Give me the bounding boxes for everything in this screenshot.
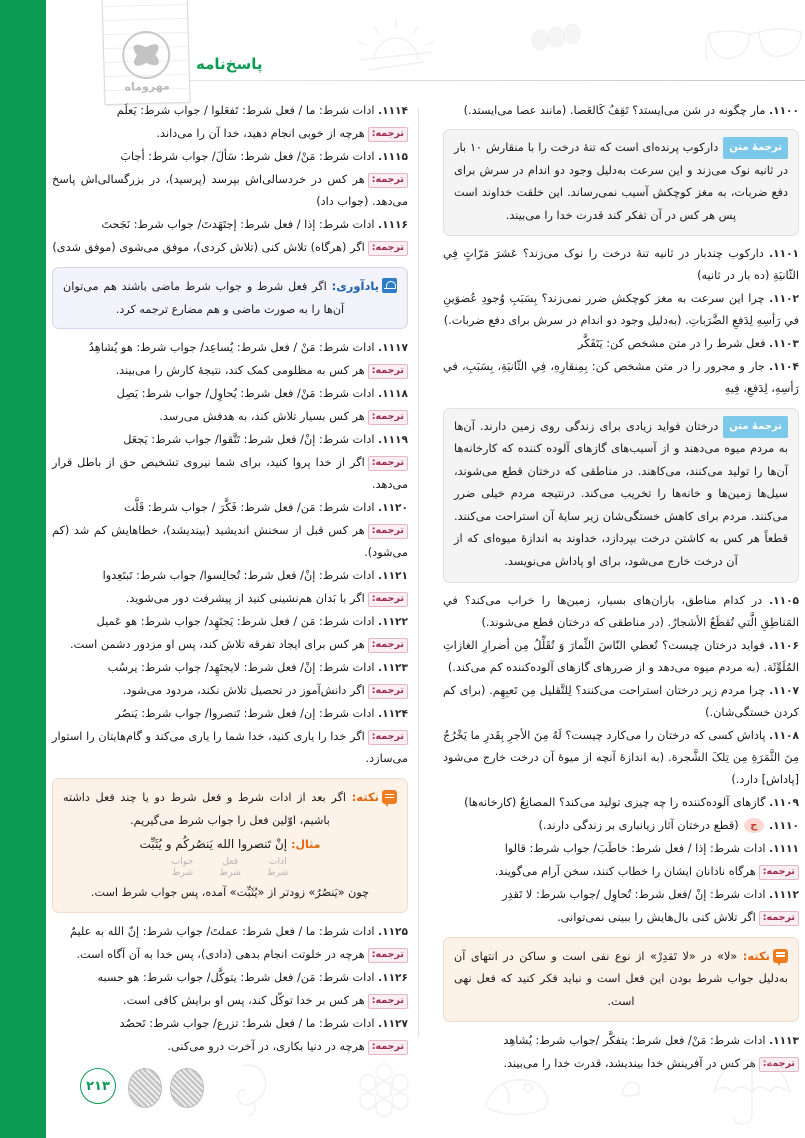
question-answer-line: [443, 333, 799, 355]
translation-badge: ترجمه:: [368, 994, 408, 1009]
item-text: ادات شرط: مَن/ فعل شرط: فَکَّرَ / جواب شرط: قَلَّت: [124, 501, 375, 515]
diagram-tag: [219, 856, 241, 879]
translation-text: هر کس برای ایجاد تفرقه تلاش کند، پس او مزدور دشمن است.: [69, 638, 365, 652]
right-column: [437, 100, 805, 1071]
reminder-text: اگر فعل شرط و جواب شرط ماضی باشند هم می‌توان آن‌ها را به صورت ماضی و هم مضارع ترجمه کرد.: [63, 280, 345, 316]
item-text: ادات شرط: ما / فعل شرط: عملتَ/ جواب شرط: إنّ الله به علیمٌ: [69, 925, 375, 939]
translation-text: هر کس به مظلومی کمک کند، نتیجهٔ کارش را می‌بیند.: [115, 363, 365, 377]
translation-line: [52, 944, 408, 966]
question-answer-line: [52, 703, 408, 725]
item-number: ۱۱۰۸.: [769, 729, 799, 742]
item-number: ۱۱۰۳.: [769, 338, 799, 351]
item-text: ادات شرط: ما / فعل شرط: تَفعَلوا / جواب شرط: یَعلَم: [116, 104, 375, 117]
item-number: ۱۱۱۵.: [378, 151, 408, 164]
item-number: ۱۱۰۱.: [769, 248, 800, 261]
item-number: ۱۱۱۱.: [769, 842, 799, 855]
translation-text: اگر (هرگاه) تلاش کنی (تلاش کردی)، موفق می‌شوی (موفق شدی): [52, 241, 365, 255]
note-box: [443, 937, 799, 1022]
example-label: مثال:: [291, 838, 321, 852]
column-divider: [418, 108, 419, 1038]
item-number: ۱۱۰۲.: [769, 293, 800, 306]
note-text: «لا» در «لا تَقدِرْ» از نوع نفی است و ساکن در انتهای آن به‌دلیل جواب شرط بودن این فعل است و نباید فکر کنید که فعل نهی است.: [454, 949, 788, 1008]
question-answer-line: [52, 429, 408, 451]
bird-icon: [476, 1064, 556, 1122]
question-answer-line: [52, 214, 408, 236]
text-translation-content: دارکوب پرنده‌ای است که تنهٔ درخت را با منقارش ۱۰ بار در ثانیه نوک می‌زند و این سرعت به‌دلیل وجود دو اندام در سرش برای دفع ضربات، به مغز کوچکش آسیب نمی‌رساند. این خلقت خداوند است پس هر کس در آن تفکر کند قدرت خدا را می‌بیند.: [454, 141, 788, 222]
translation-line: [52, 634, 408, 656]
item-number: ۱۱۰۴.: [769, 361, 799, 374]
question-answer-line: [52, 1013, 408, 1035]
text-translation-badge: ترجمهٔ متن: [723, 416, 788, 438]
small-flame-icon: [616, 1076, 646, 1104]
item-number: ۱۱۱۰.: [769, 819, 799, 832]
translation-text: اگر با بَدان هم‌نشینی کنید از پیشرفت دور می‌شوید.: [125, 592, 365, 606]
item-number: ۱۱۲۵.: [378, 926, 408, 939]
item-text: (قطع درختان آثار زیانباری بر زندگی دارند.): [538, 818, 739, 832]
note-with-example-box: [52, 778, 408, 913]
example-line: [63, 834, 397, 855]
translation-badge: ترجمه:: [368, 730, 408, 745]
diagram-tag-line2: شرط: [266, 867, 289, 879]
content-columns: [46, 100, 805, 1071]
item-number: ۱۱۰۷.: [769, 684, 800, 697]
note-body: [454, 945, 788, 1013]
item-text: ادات شرط: مَن / فعل شرط: یَجتَهِد/ جواب شرط: هو عَمیل: [96, 615, 375, 629]
item-number: ۱۱۱۶.: [378, 219, 408, 232]
question-answer-line: [52, 921, 408, 943]
question-answer-line: [443, 288, 799, 332]
translation-line: [52, 123, 408, 145]
translation-badge: ترجمه:: [759, 1057, 799, 1072]
translation-line: [52, 237, 408, 259]
item-text: فواید درختان چیست؟ تُعطي النّاسَ الثِّمارَ وَ تُقَلِّلُ مِن أضرارِ الغازاتِ المُلَوِّثَة. (به مردم میوه می‌دهد و از ضررهای گازهای آلوده‌کننده کم می‌کند.): [443, 638, 799, 674]
note-body: [63, 786, 397, 832]
item-text: ادات شرط: إنْ /فعل شرط: تُحاوِل /جواب شرط: لا تَقدِر: [502, 887, 766, 901]
question-answer-line: [52, 967, 408, 989]
translation-line: [52, 726, 408, 770]
translation-badge: ترجمه:: [368, 173, 408, 188]
item-number: ۱۱۲۷.: [378, 1018, 408, 1031]
item-text: ادات شرط: مَنْ / فعل شرط: یُساعِد/ جواب شرط: هو یُشاهِدُ: [88, 340, 375, 354]
translation-text: اگر دانش‌آموز در تحصیل تلاش نکند، مردود می‌شود.: [122, 684, 365, 698]
item-text: چرا مردم زیر درختان استراحت می‌کنند؟ لِلتَّقلیل مِن تَعبِهِم. (برای کم کردن خستگی‌شان.): [443, 683, 799, 719]
question-answer-line: [443, 356, 799, 400]
item-text: ادات شرط: مَن/ فعل شرط: یتوکَّل/ جواب شرط: هو حسبه: [97, 971, 375, 985]
question-answer-line: [52, 657, 408, 679]
diagram-tag-line1: فعل: [222, 855, 239, 867]
example-sentence: إنْ تَنصروا الله یَنصُرکُم و یُثَبِّت: [139, 837, 288, 852]
left-green-spine: [0, 0, 46, 1138]
question-answer-line: [52, 611, 408, 633]
hook-icon: [226, 1058, 286, 1124]
item-number: ۱۱۱۴.: [378, 105, 408, 117]
question-answer-line: [52, 565, 408, 587]
item-text: ادات شرط: مَنْ/ فعل شرط: سَألَ/ جواب شرط: أجابَ: [120, 150, 375, 164]
answer-choice-pill: ج: [744, 818, 763, 833]
translation-text: هر کس قبل از سخنش اندیشید (بیندیشد)، خطاهایش کم شد (کم می‌شود).: [52, 524, 408, 560]
translation-text: هر کس بر خدا توکّل کند، پس او برایش کافی است.: [123, 994, 365, 1008]
translation-line: [52, 406, 408, 428]
translation-line: [52, 588, 408, 610]
pebble-decoration-1: [128, 1068, 162, 1108]
translation-text: هر کس بسیار تلاش کند، به هدفش می‌رسد.: [159, 409, 365, 423]
translation-text: هر کس در آفرینش خدا بیندیشد، قدرت خدا را می‌بیند.: [503, 1057, 756, 1071]
item-text: گازهای آلوده‌کننده را چه چیزی تولید می‌کند؟ المصانِعُ (کارخانه‌ها): [464, 795, 766, 809]
item-number: ۱۱۲۱.: [378, 570, 408, 583]
item-number: ۱۱۲۰.: [378, 502, 408, 515]
text-translation-body: [454, 416, 788, 574]
translation-badge: ترجمه:: [368, 241, 408, 256]
question-answer-line: [52, 100, 408, 122]
item-number: ۱۱۲۳.: [378, 662, 408, 675]
item-number: ۱۱۰۰.: [769, 105, 799, 117]
question-answer-line: [52, 146, 408, 168]
pebble-decoration-2: [170, 1068, 204, 1108]
translation-badge: ترجمه:: [368, 456, 408, 471]
item-text: ادات شرط: مَنْ/ فعل شرط: یُحاوِل/ جواب شرط: یَصِل: [116, 386, 375, 400]
translation-badge: ترجمه:: [368, 592, 408, 607]
item-text: دارکوب چندبار در ثانیه تنهٔ درخت را نوک می‌زند؟ عَشرَ مَرّاتٍ فِي الثّانیَةِ (ده بار در ثانیه): [443, 247, 799, 283]
question-answer-line: [443, 680, 799, 724]
diagram-tag: [172, 856, 194, 879]
translation-badge: ترجمه:: [368, 364, 408, 379]
question-answer-line: [52, 497, 408, 519]
translation-text: اگر از خدا پروا کنید، برای شما نیروی تشخیص حق از باطل قرار می‌دهد.: [52, 456, 408, 492]
example-diagram-tags: [63, 856, 397, 879]
page-header: [46, 0, 805, 92]
question-answer-line: [443, 100, 799, 122]
page-number: ۲۱۳: [80, 1068, 116, 1104]
publisher-logo-card: [101, 0, 190, 105]
item-number: ۱۱۱۹.: [378, 433, 408, 446]
question-answer-line: [443, 838, 799, 860]
translation-line: [52, 680, 408, 702]
question-answer-line: [52, 337, 408, 359]
flower-pattern-icon: [346, 1058, 422, 1124]
item-number: ۱۱۰۵.: [769, 594, 800, 607]
question-answer-line: [52, 383, 408, 405]
translation-badge: ترجمه:: [368, 127, 408, 142]
diagram-tag-line2: شرط: [171, 867, 194, 879]
sunrise-icon: [346, 12, 466, 78]
note-label: نکته:: [742, 948, 770, 963]
translation-line: [52, 452, 408, 496]
question-answer-line-with-choice: [443, 815, 799, 837]
reminder-box: [52, 267, 408, 329]
item-text: ادات شرط: إذا / فعل شرط: خاطَبَ/ جواب شرط: قالوا: [504, 841, 766, 855]
item-text: چرا این سرعت به مغز کوچکش ضرر نمی‌زند؟ بِسَبَبِ وُجودِ عُضوَینِ في رَأسِهِ لِدَفعِ الضَّرَباتِ. (به‌دلیل وجود دو اندام در سرش برای دفع ضربات.): [443, 292, 799, 328]
speech-bubble-icon: [773, 949, 788, 963]
question-answer-line: [443, 792, 799, 814]
reminder-label: یادآوری:: [331, 279, 379, 294]
header-divider-rule: [106, 80, 805, 81]
reminder-body: [63, 275, 397, 321]
page-footer: [46, 1040, 805, 1138]
question-answer-line: [443, 884, 799, 906]
translation-text: هر کس در خردسالی‌اش بپرسد (پرسید)، در بزرگسالی‌اش پاسخ می‌دهد. (جواب داد): [52, 173, 408, 209]
item-number: ۱۱۱۲.: [769, 888, 799, 901]
question-answer-line: [443, 635, 799, 679]
item-text: ادات شرط: إنْ/ فعل شرط: لایجتَهِد/ جواب شرط: یرسُب: [107, 661, 375, 675]
translation-line: [52, 169, 408, 213]
translation-badge: ترجمه:: [368, 524, 408, 539]
translation-text: هرگاه نادانان ایشان را خطاب کنند، سخن آرام می‌گویند.: [494, 864, 756, 878]
diagram-tag-line1: جواب: [171, 855, 194, 867]
item-text: جار و مجرور را در متن مشخص کن: بِمِنقارِهِ، فِي الثّانیَةِ، بِسَبَبِ، في رَأسِهِ، لِدَفعِ، فِیهِ: [443, 360, 799, 396]
bell-icon: [382, 278, 397, 293]
translation-badge: ترجمه:: [368, 638, 408, 653]
item-number: ۱۱۲۶.: [378, 972, 408, 985]
text-translation-content: درختان فواید زیادی برای زندگی روی زمین دارند. آن‌ها به مردم میوه می‌دهند و از آسیب‌های گازهای آلوده کننده که کارخانه‌ها آن‌ها را تولید می‌کنند، می‌کاهند. در مناطقی که درختان قطع می‌شوند، سیل‌ها زمین‌ها و خانه‌ها را تخریب می‌کند. درنتیجه مردم خیلی ضرر می‌کنند. مردم برای کاهش خستگی‌شان زیر سایهٔ آن استراحت می‌کنند. قطعاً هر کس به کاشتن درخت بپردازد، خداوند به اندازهٔ میوه‌ای که از آن درخت خارج می‌شود، برای او پاداش می‌نویسد.: [454, 419, 788, 569]
item-text: ادات شرط: مَنْ/ فعل شرط: یتفکَّر /جواب شرط: یُشاهِد: [503, 1034, 766, 1048]
translation-text: هرچه در دنیا بکاری، در آخرت درو می‌کنی.: [167, 1040, 365, 1054]
text-translation-box: [443, 129, 799, 236]
diagram-tag: [267, 856, 289, 879]
item-text: ادات شرط: إنْ/ فعل شرط: تَتَّقوا/ جواب شرط: یَجعَل: [123, 432, 375, 446]
text-translation-body: [454, 137, 788, 227]
publisher-name: مهروماه: [124, 79, 170, 94]
translation-text: اگر خدا را یاری کنید، خدا شما را یاری می‌کند و گام‌هایتان را استوار می‌سازد.: [52, 730, 408, 766]
translation-badge: ترجمه:: [368, 410, 408, 425]
question-answer-line: [443, 725, 799, 791]
item-number: ۱۱۱۷.: [378, 341, 408, 354]
text-translation-box: [443, 408, 799, 583]
translation-line: [443, 861, 799, 883]
translation-line: [52, 520, 408, 564]
three-pebbles-icon: [529, 24, 585, 56]
translation-line: [443, 907, 799, 929]
item-text: ادات شرط: ما / فعل شرط: تزرع/ جواب شرط: تَحصُد: [119, 1017, 375, 1031]
item-text: ادات شرط: إذا / فعل شرط: إجتَهَدتَ/ جواب شرط: نَجَحتَ: [101, 218, 375, 232]
question-answer-line: [443, 590, 799, 634]
umbrella-icon: [706, 1052, 798, 1132]
item-text: ادات شرط: إن/ فعل شرط: تَنصروا/ جواب شرط: یَنصُر: [115, 707, 375, 721]
diagram-tag-line2: شرط: [219, 867, 241, 879]
translation-line: [52, 990, 408, 1012]
translation-text: هرچه در خلوتت انجام بدهی (دادی)، پس خدا به آن آگاه است.: [76, 948, 365, 962]
item-number: ۱۱۰۹.: [769, 796, 799, 809]
note-text: اگر بعد از ادات شرط و فعل شرط دو یا چند فعل داشته باشیم، اوّلین فعل را جواب شرط می‌گیریم.: [63, 791, 347, 827]
translation-badge: ترجمه:: [759, 911, 799, 926]
translation-badge: ترجمه:: [368, 948, 408, 963]
translation-text: هرچه از خوبی انجام دهید، خدا آن را می‌داند.: [156, 127, 365, 141]
note-label: نکته:: [351, 790, 379, 805]
text-translation-badge: ترجمهٔ متن: [723, 137, 788, 159]
translation-badge: ترجمه:: [368, 684, 408, 699]
question-answer-line: [443, 243, 799, 287]
diagram-tag-line1: ادات: [268, 855, 287, 867]
speech-bubble-icon: [382, 790, 397, 804]
translation-badge: ترجمه:: [368, 1040, 408, 1055]
page-title: پاسخ‌نامه: [196, 55, 263, 73]
item-text: در کدام مناطق، باران‌های بسیار، زمین‌ها را خراب می‌کند؟ في المَناطِقِ الَّتي تُقطَعُ الأشجارُ. (در مناطقی که درختان قطع می‌شوند.): [443, 593, 799, 629]
item-number: ۱۱۲۲.: [378, 616, 408, 629]
translation-text: اگر تلاش کنی بال‌هایش را ببینی نمی‌توانی.: [557, 910, 756, 924]
item-text: مار چگونه در شن می‌ایستد؟ تَقِفُ کَالعَصا. (مانند عصا می‌ایستد.): [463, 104, 766, 117]
example-explanation: چون «یَنصُرُ» زودتر از «یُثَبِّت» آمده، پس جواب شرط است.: [90, 885, 370, 899]
item-number: ۱۱۲۴.: [378, 708, 408, 721]
item-text: فعل شرط را در متن مشخص کن: یَتَفَکَّر: [577, 337, 766, 351]
item-number: ۱۱۱۳.: [769, 1035, 799, 1048]
left-column: [46, 100, 414, 1054]
sunglasses-icon: [701, 22, 805, 76]
item-text: پاداش کسی که درختان را می‌کارد چیست؟ لَهُ مِنَ الأجرِ بِقَدرِ ما یَخْرُجُ مِنَ الثَّمَرَةِ مِن تِلکَ الشَّجرة. (به اندازهٔ آنچه از میوهٔ آن درخت خارج می‌شود [پاداش] دارد.): [443, 728, 799, 786]
item-text: ادات شرط: إنْ/ فعل شرط: تُجالِسوا/ جواب شرط: تَبتَعِدوا: [102, 569, 375, 583]
item-number: ۱۱۱۸.: [378, 387, 408, 400]
translation-badge: ترجمه:: [759, 865, 799, 880]
translation-line: [52, 360, 408, 382]
item-number: ۱۱۰۶.: [769, 639, 799, 652]
